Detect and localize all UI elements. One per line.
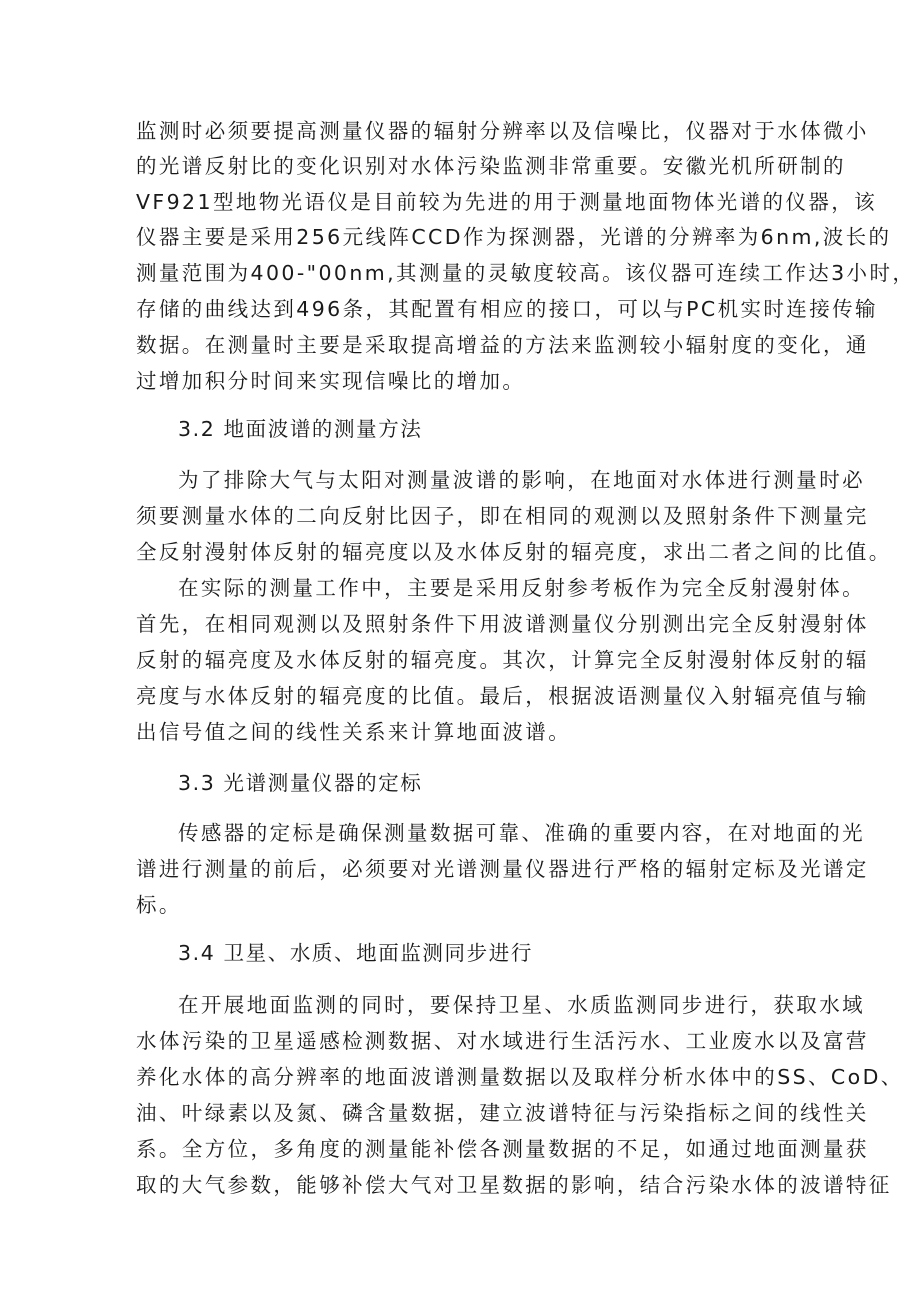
text-line: 的光谱反射比的变化识别对水体污染监测非常重要。安徽光机所研制的 (136, 154, 846, 178)
text-line: VF921型地物光语仪是目前较为先进的用于测量地面物体光谱的仪器，该 (136, 190, 878, 214)
text-line: 标。 (136, 893, 182, 917)
text-line: 须要测量水体的二向反射比因子，即在相同的观测以及照射条件下测量完 (136, 504, 869, 528)
text-line: 数据。在测量时主要是采取提高增益的方法来监测较小辐射度的变化，通 (136, 333, 869, 357)
text-line: 全反射漫射体反射的辐亮度以及水体反射的辐亮度，求出二者之间的比值。 (136, 540, 892, 564)
text-line: 在开展地面监测的同时，要保持卫星、水质监测同步进行，获取水域 (178, 993, 865, 1017)
text-line: 系。全方位，多角度的测量能补偿各测量数据的不足，如通过地面测量获 (136, 1137, 869, 1161)
text-line: 取的大气参数，能够补偿大气对卫星数据的影响，结合污染水体的波谱特征 (136, 1173, 892, 1197)
section-heading: 3.4 卫星、水质、地面监测同步进行 (178, 941, 533, 965)
text-line: 出信号值之间的线性关系来计算地面波谱。 (136, 720, 572, 744)
text-line: 水体污染的卫星遥感检测数据、对水域进行生活污水、工业废水以及富营 (136, 1029, 869, 1053)
text-line: 亮度与水体反射的辐亮度的比值。最后，根据波语测量仪入射辐亮值与输 (136, 684, 869, 708)
text-line: 测量范围为400-"00nm,其测量的灵敏度较高。该仪器可连续工作达3小时， (136, 261, 916, 285)
text-line: 仪器主要是采用256元线阵CCD作为探测器，光谱的分辨率为6nm,波长的 (136, 225, 892, 249)
text-line: 养化水体的高分辨率的地面波谱测量数据以及取样分析水体中的SS、CoD、 (136, 1065, 904, 1089)
text-line: 为了排除大气与太阳对测量波谱的影响，在地面对水体进行测量时必 (178, 468, 865, 492)
text-line: 存储的曲线达到496条，其配置有相应的接口，可以与PC机实时连接传输 (136, 297, 878, 321)
text-line: 反射的辐亮度及水体反射的辐亮度。其次，计算完全反射漫射体反射的辐 (136, 648, 869, 672)
text-line: 传感器的定标是确保测量数据可靠、准确的重要内容，在对地面的光 (178, 821, 865, 845)
text-line: 油、叶绿素以及氮、磷含量数据，建立波谱特征与污染指标之间的线性关 (136, 1101, 869, 1125)
section-heading: 3.2 地面波谱的测量方法 (178, 417, 423, 441)
text-line: 过增加积分时间来实现信噪比的增加。 (136, 369, 526, 393)
section-heading: 3.3 光谱测量仪器的定标 (178, 771, 423, 795)
text-line: 谱进行测量的前后，必须要对光谱测量仪器进行严格的辐射定标及光谱定 (136, 857, 869, 881)
text-line: 监测时必须要提高测量仪器的辐射分辨率以及信噪比，仪器对于水体微小 (136, 119, 869, 143)
text-line: 首先，在相同观测以及照射条件下用波谱测量仪分别测出完全反射漫射体 (136, 612, 869, 636)
text-line: 在实际的测量工作中，主要是采用反射参考板作为完全反射漫射体。 (178, 576, 865, 600)
